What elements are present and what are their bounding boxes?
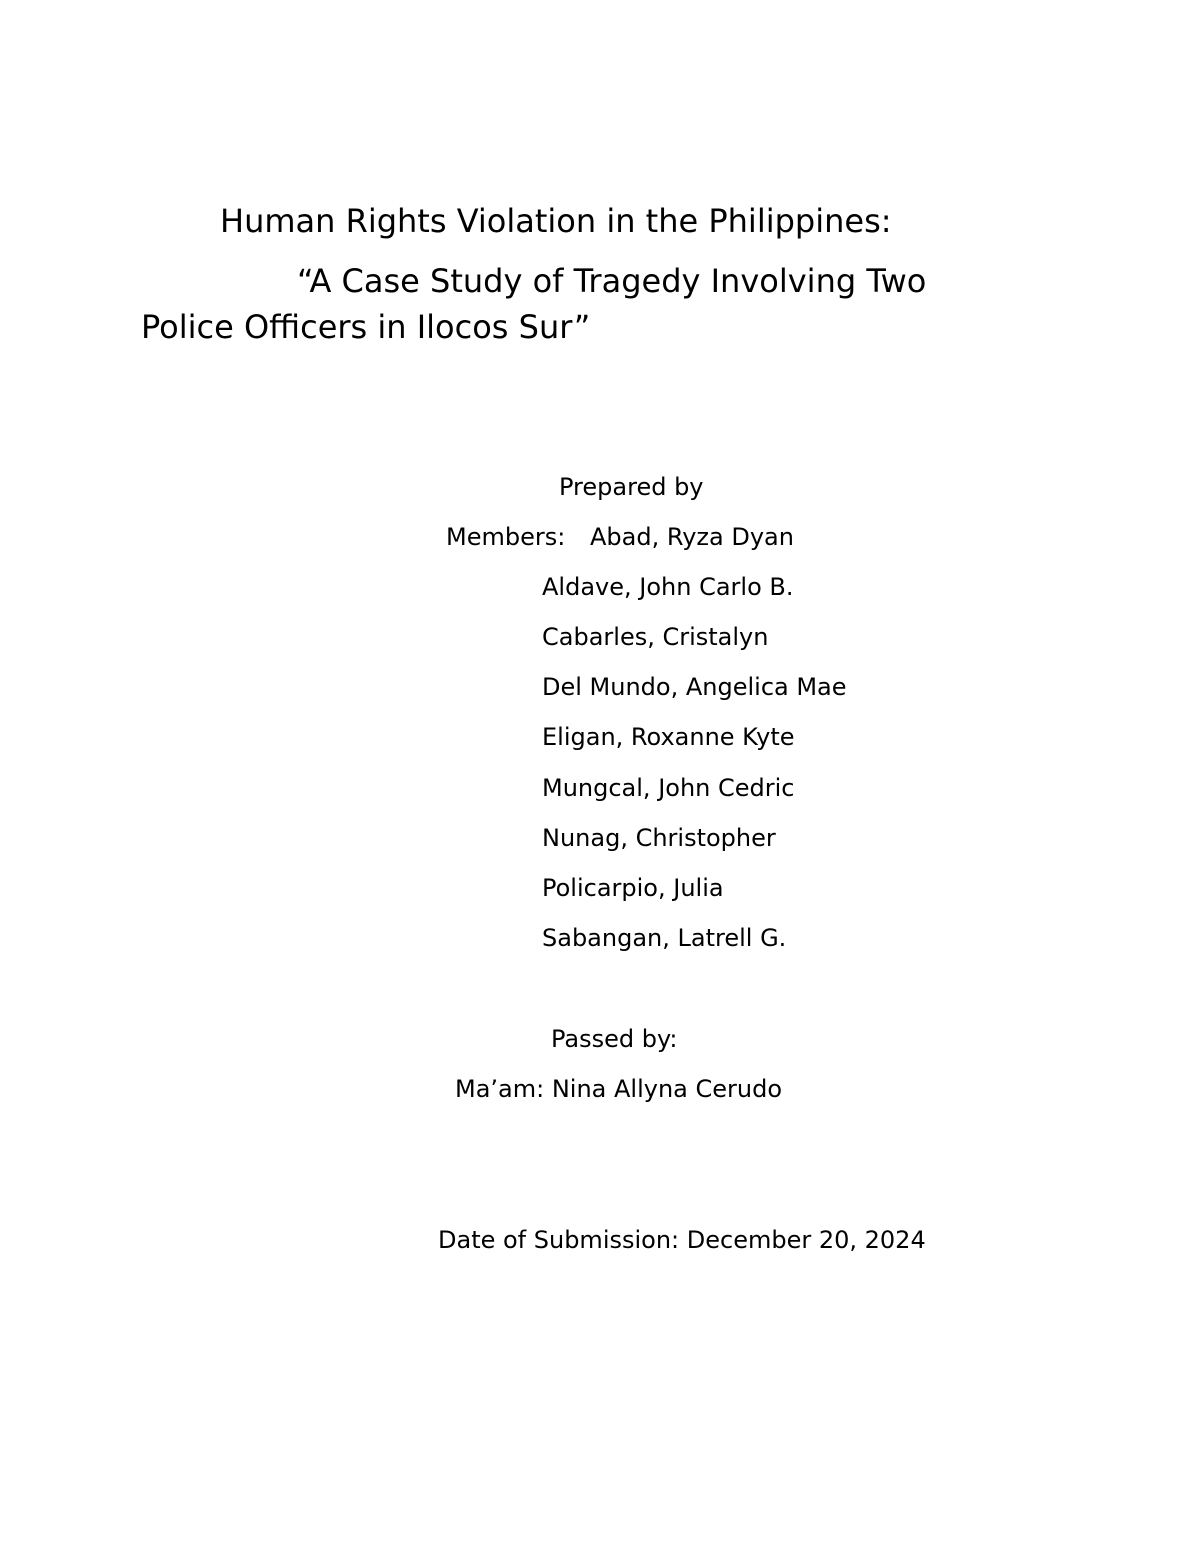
title-line-1: Human Rights Violation in the Philippines: xyxy=(220,202,892,240)
title-line-2: “A Case Study of Tragedy Involving Two xyxy=(297,262,927,300)
member-name: Sabangan, Latrell G. xyxy=(542,924,787,952)
member-name: Abad, Ryza Dyan xyxy=(590,523,794,551)
member-name: Eligan, Roxanne Kyte xyxy=(542,723,795,751)
member-name: Aldave, John Carlo B. xyxy=(542,573,794,601)
member-name: Del Mundo, Angelica Mae xyxy=(542,673,847,701)
prepared-by-label: Prepared by xyxy=(559,473,704,501)
teacher-name: Ma’am: Nina Allyna Cerudo xyxy=(455,1075,783,1103)
date-of-submission: Date of Submission: December 20, 2024 xyxy=(438,1226,926,1254)
members-label: Members: xyxy=(446,523,566,551)
title-line-3: Police Officers in Ilocos Sur” xyxy=(141,308,591,346)
member-name: Cabarles, Cristalyn xyxy=(542,623,769,651)
member-name: Nunag, Christopher xyxy=(542,824,776,852)
member-name: Mungcal, John Cedric xyxy=(542,774,795,802)
member-name: Policarpio, Julia xyxy=(542,874,724,902)
passed-by-label: Passed by: xyxy=(551,1025,678,1053)
